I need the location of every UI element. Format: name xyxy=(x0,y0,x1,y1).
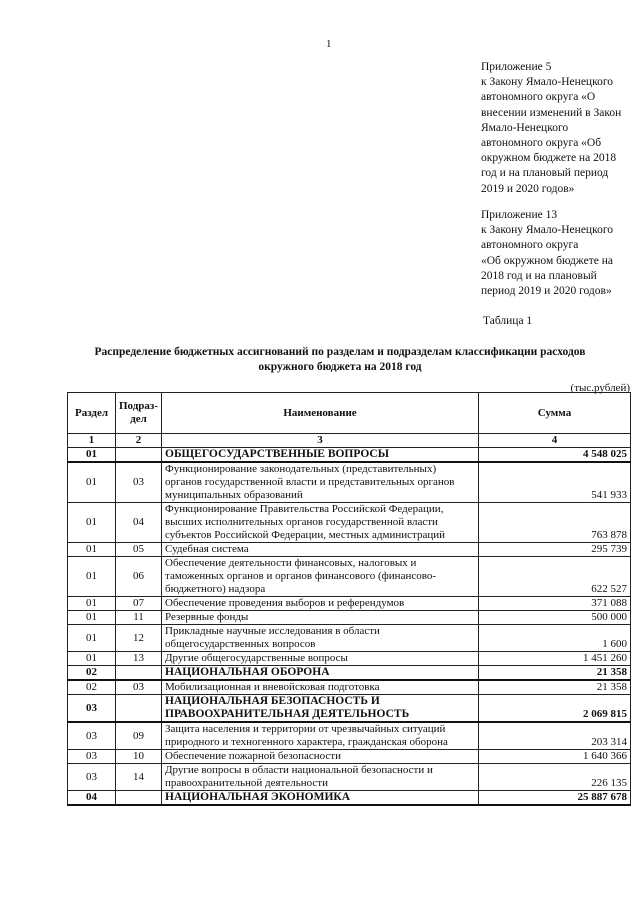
cell-podrazdel xyxy=(116,695,162,723)
appendix-line: окружном бюджете на 2018 xyxy=(481,152,617,165)
table-row xyxy=(68,750,631,764)
cell-name: Защита населения и территории от чрезвычайных ситуаций природного и техногенного характера, гражданская оборона xyxy=(162,722,479,750)
table-header-row xyxy=(68,393,631,434)
cell-razdel: 01 xyxy=(68,652,116,666)
cell-sum: 25 887 678 xyxy=(479,791,631,806)
cell-sum: 622 527 xyxy=(479,557,631,597)
cell-name: Обеспечение деятельности финансовых, налоговых и таможенных органов и органов финансового (финансово-бюджетного) надзора xyxy=(162,557,479,597)
cell-name: НАЦИОНАЛЬНАЯ БЕЗОПАСНОСТЬ И ПРАВООХРАНИТЕЛЬНАЯ ДЕЯТЕЛЬНОСТЬ xyxy=(162,695,479,723)
cell-name: Мобилизационная и вневойсковая подготовка xyxy=(162,680,479,695)
cell-razdel: 01 xyxy=(68,448,116,463)
cell-sum: 1 451 260 xyxy=(479,652,631,666)
cell-razdel: 01 xyxy=(68,611,116,625)
appendix-line: период 2019 и 2020 годов» xyxy=(481,285,612,298)
column-number: 3 xyxy=(162,434,479,448)
column-number: 2 xyxy=(116,434,162,448)
cell-podrazdel: 09 xyxy=(116,722,162,750)
cell-podrazdel xyxy=(116,666,162,681)
cell-sum: 371 088 xyxy=(479,597,631,611)
cell-sum: 1 600 xyxy=(479,625,631,652)
appendix-line: год и на плановый период xyxy=(481,167,609,180)
cell-razdel: 02 xyxy=(68,666,116,681)
table-row xyxy=(68,462,631,503)
appendix-line: автономного округа «Об xyxy=(481,137,602,150)
cell-razdel: 04 xyxy=(68,791,116,806)
appendix-line: автономного округа xyxy=(481,239,579,252)
appendix-line: Приложение 13 xyxy=(481,209,558,221)
cell-name: Функционирование Правительства Российской Федерации, высших исполнительных органов государственной власти субъектов Российской Федерации, местных администраций xyxy=(162,503,479,543)
title-line-1: Распределение бюджетных ассигнований по разделам и подразделам классификации расходов xyxy=(94,346,586,358)
cell-razdel: 01 xyxy=(68,557,116,597)
header-razdel: Раздел xyxy=(68,393,116,434)
cell-sum: 21 358 xyxy=(479,666,631,681)
table-row xyxy=(68,722,631,750)
table-row xyxy=(68,791,631,806)
cell-podrazdel: 03 xyxy=(116,462,162,503)
cell-podrazdel: 12 xyxy=(116,625,162,652)
table-row xyxy=(68,652,631,666)
appendix-line: «Об окружном бюджете на xyxy=(481,254,613,267)
cell-sum: 541 933 xyxy=(479,462,631,503)
cell-razdel: 03 xyxy=(68,750,116,764)
cell-podrazdel: 04 xyxy=(116,503,162,543)
cell-name: Другие общегосударственные вопросы xyxy=(162,652,479,666)
appendix-line: Приложение 5 xyxy=(481,61,552,73)
budget-table xyxy=(67,392,631,806)
cell-podrazdel xyxy=(116,448,162,463)
cell-razdel: 03 xyxy=(68,695,116,723)
cell-sum: 1 640 366 xyxy=(479,750,631,764)
cell-podrazdel: 11 xyxy=(116,611,162,625)
table-row xyxy=(68,503,631,543)
cell-sum: 226 135 xyxy=(479,764,631,791)
cell-name: Резервные фонды xyxy=(162,611,479,625)
cell-podrazdel: 05 xyxy=(116,543,162,557)
table-row xyxy=(68,543,631,557)
page-number: 1 xyxy=(326,38,332,50)
cell-sum: 295 739 xyxy=(479,543,631,557)
appendix-line: Ямало-Ненецкого xyxy=(481,121,569,134)
column-number: 1 xyxy=(68,434,116,448)
document-title xyxy=(60,345,620,375)
cell-razdel: 03 xyxy=(68,764,116,791)
appendix-line: 2019 и 2020 годов» xyxy=(481,182,575,195)
cell-razdel: 01 xyxy=(68,462,116,503)
cell-sum: 500 000 xyxy=(479,611,631,625)
cell-podrazdel: 07 xyxy=(116,597,162,611)
appendix-line: к Закону Ямало-Ненецкого xyxy=(481,224,614,237)
table-row xyxy=(68,695,631,723)
cell-sum: 4 548 025 xyxy=(479,448,631,463)
cell-razdel: 01 xyxy=(68,503,116,543)
cell-podrazdel: 03 xyxy=(116,680,162,695)
cell-name: Судебная система xyxy=(162,543,479,557)
units-note: (тыс.рублей) xyxy=(570,382,630,394)
appendix-13-note xyxy=(481,208,637,299)
cell-name: Функционирование законодательных (представительных) органов государственной власти и представительных органов муниципальных образований xyxy=(162,462,479,503)
cell-sum: 21 358 xyxy=(479,680,631,695)
table-row xyxy=(68,557,631,597)
cell-name: Другие вопросы в области национальной безопасности и правоохранительной деятельности xyxy=(162,764,479,791)
cell-podrazdel: 06 xyxy=(116,557,162,597)
cell-podrazdel: 13 xyxy=(116,652,162,666)
appendix-line: к Закону Ямало-Ненецкого xyxy=(481,76,614,89)
appendix-line: автономного округа «О xyxy=(481,91,596,104)
cell-podrazdel: 10 xyxy=(116,750,162,764)
table-row xyxy=(68,611,631,625)
cell-name: НАЦИОНАЛЬНАЯ ОБОРОНА xyxy=(162,666,479,681)
cell-razdel: 02 xyxy=(68,680,116,695)
appendix-5-note xyxy=(481,60,637,197)
appendix-line: 2018 год и на плановый xyxy=(481,269,597,282)
column-number: 4 xyxy=(479,434,631,448)
cell-podrazdel: 14 xyxy=(116,764,162,791)
cell-name: ОБЩЕГОСУДАРСТВЕННЫЕ ВОПРОСЫ xyxy=(162,448,479,463)
table-row xyxy=(68,680,631,695)
cell-sum: 2 069 815 xyxy=(479,695,631,723)
column-number-row xyxy=(68,434,631,448)
table-row xyxy=(68,597,631,611)
cell-name: НАЦИОНАЛЬНАЯ ЭКОНОМИКА xyxy=(162,791,479,806)
cell-name: Прикладные научные исследования в области общегосударственных вопросов xyxy=(162,625,479,652)
cell-sum: 763 878 xyxy=(479,503,631,543)
cell-razdel: 01 xyxy=(68,625,116,652)
cell-podrazdel xyxy=(116,791,162,806)
cell-razdel: 01 xyxy=(68,597,116,611)
table-row xyxy=(68,625,631,652)
cell-sum: 203 314 xyxy=(479,722,631,750)
cell-name: Обеспечение пожарной безопасности xyxy=(162,750,479,764)
appendix-line: внесении изменений в Закон xyxy=(481,106,622,119)
cell-name: Обеспечение проведения выборов и референдумов xyxy=(162,597,479,611)
header-podrazdel: Подраз-дел xyxy=(116,393,162,434)
table-row xyxy=(68,448,631,463)
title-line-2: окружного бюджета на 2018 год xyxy=(258,361,422,373)
cell-razdel: 01 xyxy=(68,543,116,557)
table-row xyxy=(68,764,631,791)
header-name: Наименование xyxy=(162,393,479,434)
table-label: Таблица 1 xyxy=(483,315,533,327)
cell-razdel: 03 xyxy=(68,722,116,750)
table-row xyxy=(68,666,631,681)
header-sum: Сумма xyxy=(479,393,631,434)
